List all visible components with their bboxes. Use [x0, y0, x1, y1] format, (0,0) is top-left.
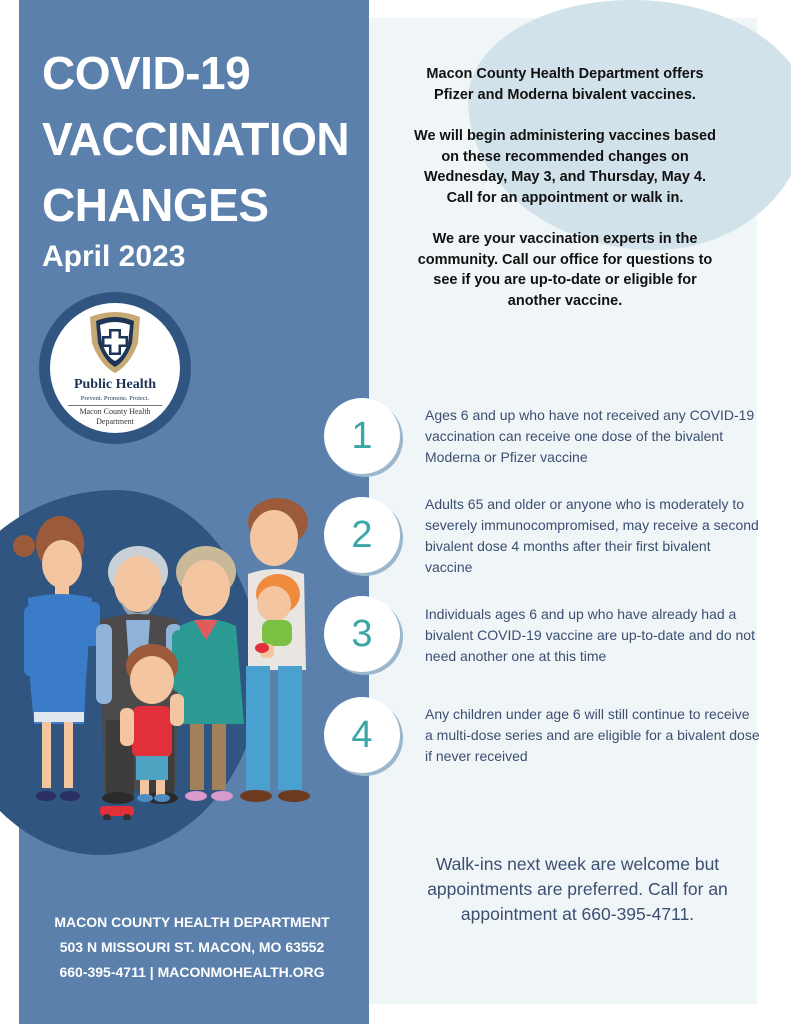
intro-paragraph: Macon County Health Department offers Pfizer and Moderna bivalent vaccines. [426, 66, 704, 103]
logo-name: Public Health [73, 377, 157, 392]
intro-section [410, 64, 720, 332]
father-figure [240, 498, 310, 802]
step-number-2: 2 [324, 497, 400, 573]
page-date: April 2023 [42, 240, 186, 273]
step-number-3: 3 [324, 596, 400, 672]
footer-org: MACON COUNTY HEALTH DEPARTMENT [54, 914, 330, 930]
public-health-logo [50, 303, 180, 433]
step-text-3: Individuals ages 6 and up who have already had a bivalent COVID-19 vaccine are up-to-date and do not need another one at this time [425, 606, 755, 664]
page-title: COVID-19 VACCINATION CHANGES [42, 47, 350, 231]
walkin-note: Walk-ins next week are welcome but appointments are preferred. Call for an appointment at 660-395-4711. [427, 854, 728, 924]
footer-address: 503 N MISSOURI ST. MACON, MO 63552 [59, 939, 325, 955]
shield-cross-icon [50, 303, 180, 377]
logo-divider [68, 405, 162, 406]
footer-contact [42, 910, 342, 985]
woman-figure [13, 516, 100, 801]
step-text-1: Ages 6 and up who have not received any COVID-19 vaccination can receive one dose of the bivalent Moderna or Pfizer vaccine [425, 407, 755, 465]
grandmother-figure [172, 546, 244, 801]
intro-paragraph: We are your vaccination experts in the community. Call our office for questions to see if you are up-to-date or eligible for another vaccine. [417, 231, 713, 309]
toy-car-icon [100, 806, 134, 820]
footer-contact-line: 660-395-4711 | MACONMOHEALTH.ORG [59, 964, 325, 980]
intro-paragraph: We will begin administering vaccines based on these recommended changes on Wednesday, May 3, and Thursday, May 4. Call for an appointment or walk in. [414, 128, 716, 206]
family-illustration [0, 480, 340, 820]
step-number-4: 4 [324, 697, 400, 773]
step-number-1: 1 [324, 398, 400, 474]
logo-tagline: Prevent. Promote. Protect. [80, 395, 150, 402]
step-text-2: Adults 65 and older or anyone who is moderately to severely immunocompromised, may receive a second bivalent dose 4 months after their first bivalent vaccine [425, 496, 759, 575]
logo-department: Macon County Health Department [79, 407, 151, 426]
step-text-4: Any children under age 6 will still continue to receive a multi-dose series and are eligible for a bivalent dose if never received [425, 706, 760, 764]
